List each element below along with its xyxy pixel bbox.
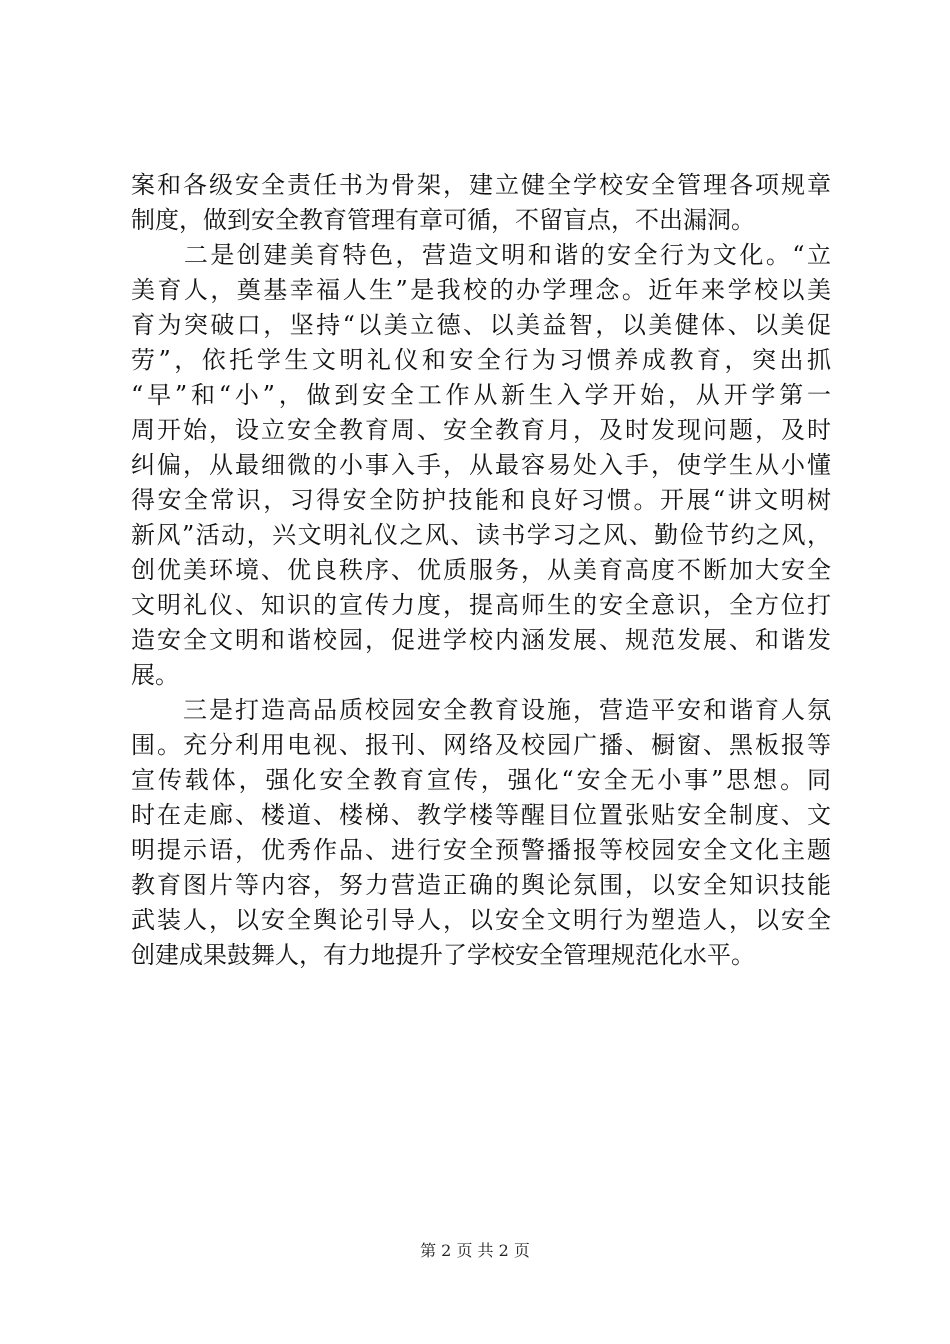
text-line: “早”和“小”，做到安全工作从新生入学开始，从开学第一 [131,381,831,409]
text-line: 周开始，设立安全教育周、安全教育月，及时发现问题，及时 [131,416,831,444]
text-line: 劳”，依托学生文明礼仪和安全行为习惯养成教育，突出抓 [131,346,831,374]
text-line: 造安全文明和谐校园，促进学校内涵发展、规范发展、和谐发 [131,626,831,654]
text-line: 宣传载体，强化安全教育宣传，强化“安全无小事”思想。同 [131,766,831,794]
text-line: 展。 [131,661,179,689]
page-footer: 第 2 页 共 2 页 [420,1241,530,1260]
text-line: 得安全常识，习得安全防护技能和良好习惯。开展“讲文明树 [131,486,831,514]
text-line: 育为突破口，坚持“以美立德、以美益智，以美健体、以美促 [131,311,831,339]
text-line: 三是打造高品质校园安全教育设施，营造平安和谐育人氛 [131,696,831,724]
text-line: 制度，做到安全教育管理有章可循，不留盲点，不出漏洞。 [131,206,755,234]
text-line: 时在走廊、楼道、楼梯、教学楼等醒目位置张贴安全制度、文 [131,801,831,829]
body-text [131,168,831,973]
text-line: 武装人，以安全舆论引导人，以安全文明行为塑造人，以安全 [131,906,831,934]
text-line: 围。充分利用电视、报刊、网络及校园广播、橱窗、黑板报等 [131,731,831,759]
text-line: 案和各级安全责任书为骨架，建立健全学校安全管理各项规章 [131,171,831,199]
text-line: 美育人，奠基幸福人生”是我校的办学理念。近年来学校以美 [131,276,831,304]
text-line: 教育图片等内容，努力营造正确的舆论氛围，以安全知识技能 [131,871,831,899]
text-line: 二是创建美育特色，营造文明和谐的安全行为文化。“立 [131,241,831,269]
text-line: 纠偏，从最细微的小事入手，从最容易处入手，使学生从小懂 [131,451,831,479]
text-line: 新风”活动，兴文明礼仪之风、读书学习之风、勤俭节约之风， [131,521,831,549]
text-line: 创建成果鼓舞人，有力地提升了学校安全管理规范化水平。 [131,941,755,969]
text-line: 文明礼仪、知识的宣传力度，提高师生的安全意识，全方位打 [131,591,831,619]
text-line: 明提示语，优秀作品、进行安全预警播报等校园安全文化主题 [131,836,831,864]
text-line: 创优美环境、优良秩序、优质服务，从美育高度不断加大安全 [131,556,831,584]
